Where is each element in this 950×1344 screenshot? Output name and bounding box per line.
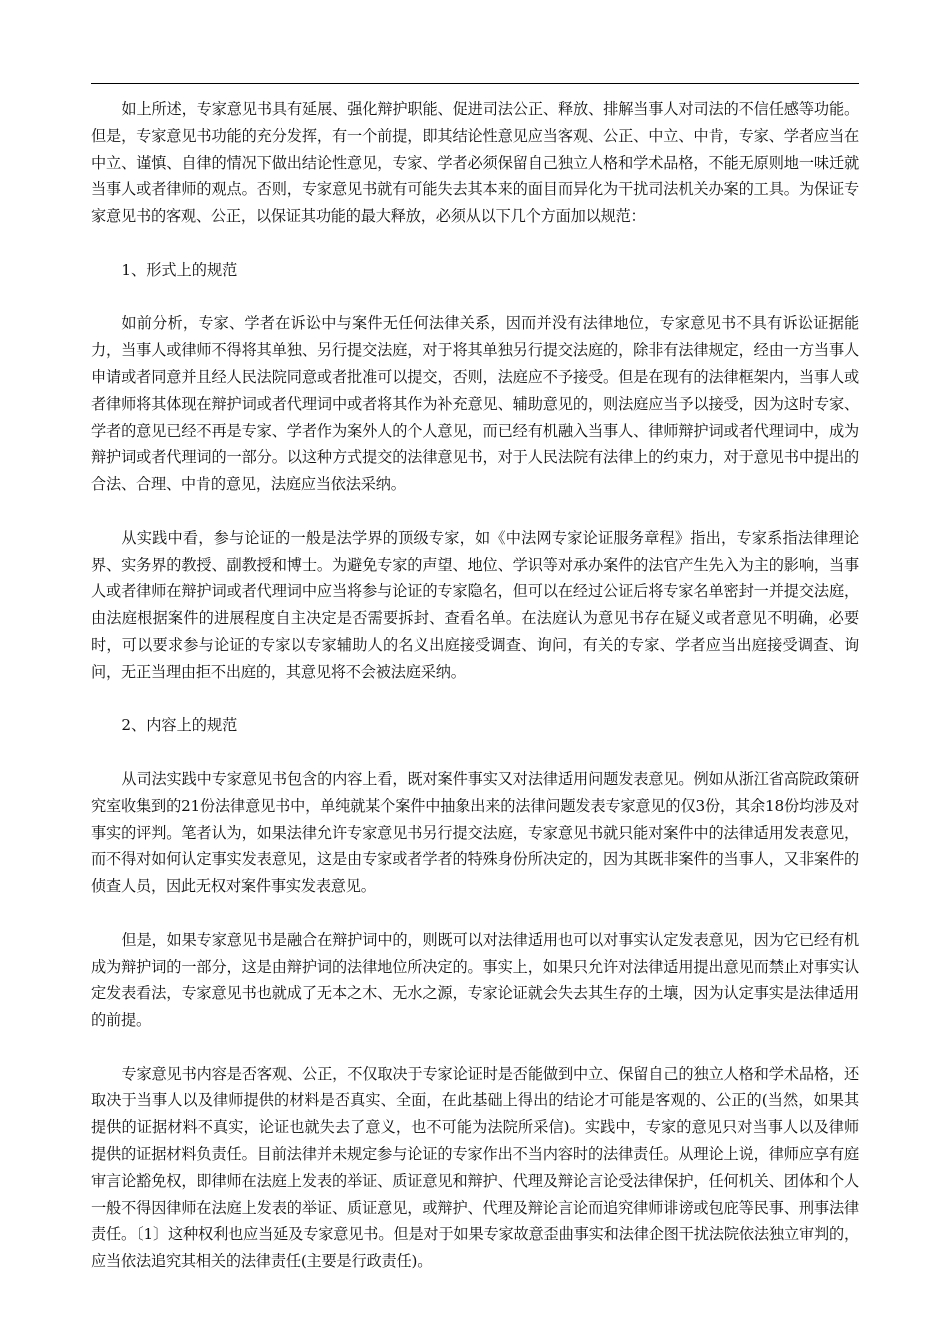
paragraph-gap	[91, 1034, 859, 1061]
header-rule	[91, 83, 859, 84]
section-heading-content: 2、内容上的规范	[121, 716, 238, 735]
paragraph-defense-integration: 但是，如果专家意见书是融合在辩护词中的，则既可以对法律适用也可以对事实认定发表意见，因为它已经有机成为辩护词的一部分，这是由辩护词的法律地位所决定的。事实上，如果只允许对法律适用提出意见而禁止对事实认定发表看法，专家意见书也就成了无本之木、无水之源，专家论证就会失去其生存的土壤，因为认定事实是法律适用的前提。	[91, 930, 859, 1030]
paragraph-gap	[91, 230, 859, 257]
paragraph-gap	[91, 284, 859, 311]
paragraph-gap	[91, 739, 859, 766]
paragraph-form-analysis: 如前分析，专家、学者在诉讼中与案件无任何法律关系，因而并没有法律地位，专家意见书不具有诉讼证据能力，当事人或律师不得将其单独、另行提交法庭，对于将其单独另行提交法庭的，除非有法律规定，经由一方当事人申请或者同意并且经人民法院同意或者批准可以提交，否则，法庭应不予接受。但是在现有的法律框架内，当事人或者律师将其体现在辩护词或者代理词中或者将其作为补充意见、辅助意见的，则法庭应当予以接受，因为这时专家、学者的意见已经不再是专家、学者作为案外人的个人意见，而已经有机融入当事人、律师辩护词或者代理词中，成为辩护词或者代理词的一部分。以这种方式提交的法律意见书，对于人民法院有法律上的约束力，对于意见书中提出的合法、合理、中肯的意见，法庭应当依法采纳。	[91, 314, 859, 494]
paragraph-liability: 专家意见书内容是否客观、公正，不仅取决于专家论证时是否能做到中立、保留自己的独立人格和学术品格，还取决于当事人以及律师提供的材料是否真实、全面，在此基础上得出的结论才可能是客观的、公正的(当然，如果其提供的证据材料不真实，论证也就失去了意义，也不可能为法院所采信)。实践中，专家的意见只对当事人以及律师提供的证据材料负责任。目前法律并未规定参与论证的专家作出不当内容时的法律责任。从理论上说，律师应享有庭审言论豁免权，即律师在法庭上发表的举证、质证意见和辩护、代理及辩论言论受法律保护，任何机关、团体和个人一般不得因律师在法庭上发表的举证、质证意见，或辩护、代理及辩论言论而追究律师诽谤或包庇等民事、刑事法律责任。〔1〕这种权利也应当延及专家意见书。但是对于如果专家故意歪曲事实和法律企图干扰法院依法独立审判的，应当依法追究其相关的法律责任(主要是行政责任)。	[91, 1064, 859, 1271]
paragraph-intro: 如上所述，专家意见书具有延展、强化辩护职能、促进司法公正、释放、排解当事人对司法的不信任感等功能。但是，专家意见书功能的充分发挥，有一个前提，即其结论性意见应当客观、公正、中立、中肯，专家、学者应当在中立、谨慎、自律的情况下做出结论性意见，专家、学者必须保留自己独立人格和学术品格，不能无原则地一味迁就当事人或者律师的观点。否则，专家意见书就有可能失去其本来的面目而异化为干扰司法机关办案的工具。为保证专家意见书的客观、公正，以保证其功能的最大释放，必须从以下几个方面加以规范：	[91, 100, 859, 226]
paragraph-gap	[91, 686, 859, 713]
paragraph-judicial-practice: 从司法实践中专家意见书包含的内容上看，既对案件事实又对法律适用问题发表意见。例如从浙江省高院政策研究室收集到的21份法律意见书中，单纯就某个案件中抽象出来的法律问题发表专家意见的仅3份，其余18份均涉及对事实的评判。笔者认为，如果法律允许专家意见书另行提交法庭，专家意见书就只能对案件中的法律适用发表意见，而不得对如何认定事实发表意见，这是由专家或者学者的特殊身份所决定的，因为其既非案件的当事人，又非案件的侦查人员，因此无权对案件事实发表意见。	[91, 769, 859, 896]
paragraph-gap	[91, 498, 859, 525]
paragraph-gap	[91, 900, 859, 927]
paragraph-practice: 从实践中看，参与论证的一般是法学界的顶级专家，如《中法网专家论证服务章程》指出，专家系指法律理论界、实务界的教授、副教授和博士。为避免专家的声望、地位、学识等对承办案件的法官产生先入为主的影响，当事人或者律师在辩护词或者代理词中应当将参与论证的专家隐名，但可以在经过公证后将专家名单密封一并提交法庭，由法庭根据案件的进展程度自主决定是否需要拆封、查看名单。在法庭认为意见书存在疑义或者意见不明确，必要时，可以要求参与论证的专家以专家辅助人的名义出庭接受调查、询问，有关的专家、学者应当出庭接受调查、询问，无正当理由拒不出庭的，其意见将不会被法庭采纳。	[91, 528, 859, 681]
section-heading-form: 1、形式上的规范	[121, 260, 238, 279]
document-body	[91, 96, 859, 1275]
